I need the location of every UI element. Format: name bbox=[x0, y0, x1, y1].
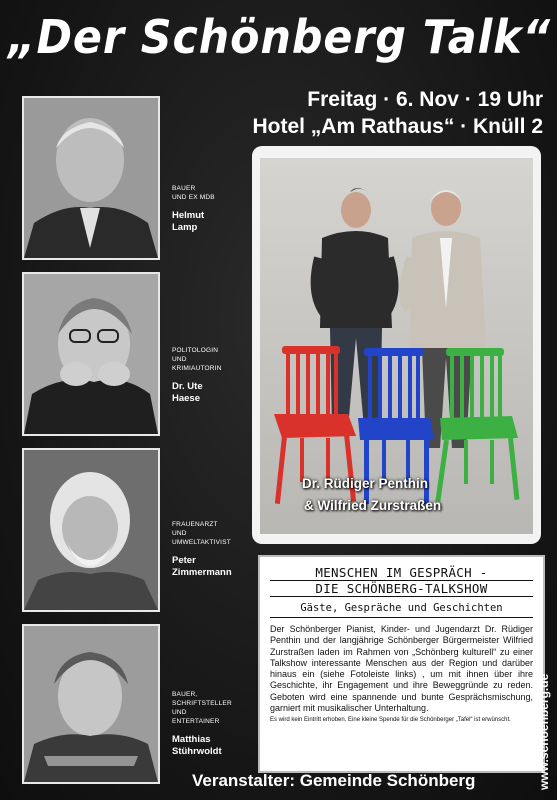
guest-role-line: UND bbox=[172, 356, 187, 363]
guest-info-2 bbox=[172, 346, 222, 405]
guest-info-4 bbox=[172, 690, 232, 758]
guest-photo-3 bbox=[22, 448, 160, 612]
guest-role-line: FRAUENARZT bbox=[172, 521, 218, 528]
guest-role-line: UND bbox=[172, 530, 187, 537]
guest-name-line: Matthias bbox=[172, 734, 211, 745]
guest-name bbox=[172, 381, 222, 405]
hosts-caption-1: Dr. Rüdiger Penthin bbox=[302, 476, 429, 491]
guest-role-line: KRIMIAUTORIN bbox=[172, 365, 222, 372]
guest-role bbox=[172, 690, 232, 726]
guest-role-line: BAUER, bbox=[172, 691, 198, 698]
guest-name bbox=[172, 210, 215, 234]
guest-role-line: UND EX MDB bbox=[172, 194, 215, 201]
hosts-photo-frame bbox=[252, 146, 541, 544]
guest-name-line: Haese bbox=[172, 393, 200, 404]
guest-role bbox=[172, 184, 215, 202]
description-subheading: Gäste, Gespräche und Geschichten bbox=[270, 602, 533, 618]
organizer-line: Veranstalter: Gemeinde Schönberg bbox=[192, 771, 476, 790]
event-date-time: Freitag · 6. Nov · 19 Uhr bbox=[307, 88, 543, 111]
guest-role-line: POLITOLOGIN bbox=[172, 347, 219, 354]
guest-name-line: Stührwoldt bbox=[172, 746, 222, 757]
guest-name-line: Helmut bbox=[172, 210, 205, 221]
guest-info-1 bbox=[172, 184, 215, 234]
guest-role-line: ENTERTAINER bbox=[172, 718, 220, 725]
guest-photo-4 bbox=[22, 624, 160, 784]
description-body: Der Schönberger Pianist, Kinder- und Jugendarzt Dr. Rüdiger Penthin und der langjährige Schönberger Bürgermeister Wilfried Zurstraßen laden im Rahmen von „Schönberg kulturell“ zu einer Talkshow interessante Menschen aus der Region und darüber hinaus ein (siehe Fotoleiste links) , um mit ihnen über ihre Geschichte, ihr Engagement und ihre Beweggründe zu reden. Geboten wird eine spannende und bunte Gesprächsmischung, garniert mit musikalischer Unterhaltung. bbox=[270, 624, 533, 714]
description-fine-print: Es wird kein Eintritt erhoben. Eine kleine Spende für die Schönberger „Tafel“ ist erwünscht. bbox=[270, 717, 511, 724]
website-url: www.schoenberg.de bbox=[537, 673, 551, 790]
guest-role-line: BAUER bbox=[172, 185, 196, 192]
guest-name bbox=[172, 555, 232, 579]
guest-role bbox=[172, 346, 222, 373]
description-heading-line1: MENSCHEN IM GESPRÄCH - bbox=[270, 565, 533, 581]
hosts-caption-2: & Wilfried Zurstraßen bbox=[304, 498, 442, 513]
guest-info-3 bbox=[172, 520, 232, 579]
description-heading-line2: DIE SCHÖNBERG-TALKSHOW bbox=[270, 581, 533, 597]
guest-name-line: Lamp bbox=[172, 222, 198, 233]
event-location: Hotel „Am Rathaus“ · Knüll 2 bbox=[252, 115, 543, 138]
guest-role-line: UND bbox=[172, 709, 187, 716]
guest-role bbox=[172, 520, 232, 547]
guest-role-line: SCHRIFTSTELLER bbox=[172, 700, 232, 707]
hosts-photo bbox=[260, 158, 533, 534]
poster-title: „Der Schönberg Talk“ bbox=[8, 10, 552, 64]
description-heading bbox=[270, 565, 533, 597]
guest-photo-2 bbox=[22, 272, 160, 436]
guest-name bbox=[172, 734, 232, 758]
guest-name-line: Dr. Ute bbox=[172, 381, 203, 392]
guest-photo-1 bbox=[22, 96, 160, 260]
guest-role-line: UMWELTAKTIVIST bbox=[172, 539, 231, 546]
guest-name-line: Zimmermann bbox=[172, 567, 232, 578]
event-description-box bbox=[258, 555, 545, 773]
guest-name-line: Peter bbox=[172, 555, 196, 566]
